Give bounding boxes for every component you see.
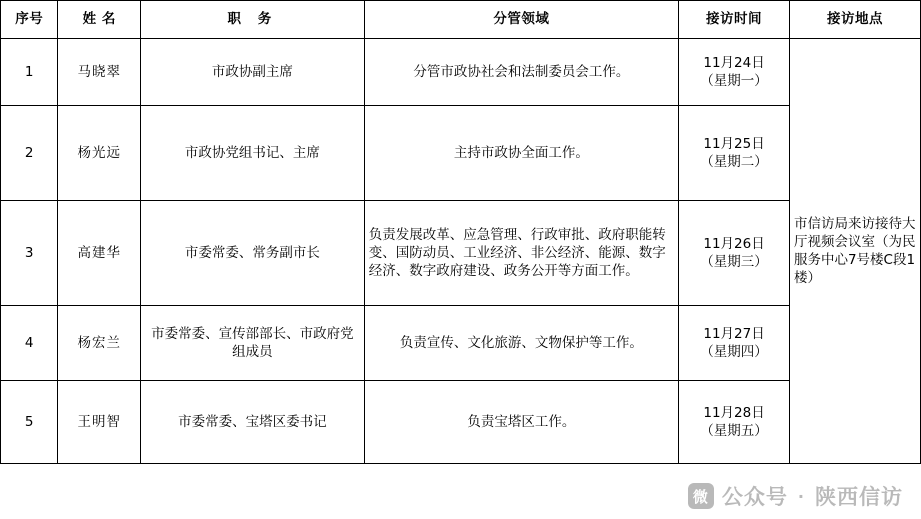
table-row xyxy=(1,106,921,201)
cell-time xyxy=(679,106,790,201)
watermark-separator: · xyxy=(797,486,805,506)
cell-duty: 市政协党组书记、主席 xyxy=(141,106,365,201)
watermark-text-left: 公众号 xyxy=(721,485,788,509)
column-header-place: 接访地点 xyxy=(789,1,920,39)
cell-field: 主持市政协全面工作。 xyxy=(364,106,678,201)
table-row xyxy=(1,381,921,464)
cell-name: 杨光远 xyxy=(58,106,141,201)
table-row xyxy=(1,39,921,106)
cell-time-weekday: （星期五） xyxy=(700,423,768,439)
cell-seq: 3 xyxy=(1,201,58,306)
cell-time-date: 11月28日 xyxy=(703,404,765,421)
wechat-icon: 微 xyxy=(688,483,714,509)
cell-seq: 1 xyxy=(1,39,58,106)
cell-time xyxy=(679,39,790,106)
cell-field: 负责发展改革、应急管理、行政审批、政府职能转变、国防动员、工业经济、非公经济、能源、数字经济、数字政府建设、政务公开等方面工作。 xyxy=(364,201,678,306)
cell-time-weekday: （星期三） xyxy=(700,254,768,270)
cell-field: 负责宝塔区工作。 xyxy=(364,381,678,464)
cell-time xyxy=(679,381,790,464)
cell-duty: 市委常委、宣传部部长、市政府党组成员 xyxy=(141,306,365,381)
column-header-seq: 序号 xyxy=(1,1,58,39)
cell-time-weekday: （星期一） xyxy=(700,73,768,89)
cell-seq: 5 xyxy=(1,381,58,464)
cell-name: 王明智 xyxy=(58,381,141,464)
cell-time-date: 11月26日 xyxy=(703,235,765,252)
cell-time-weekday: （星期二） xyxy=(700,154,768,170)
cell-time-date: 11月27日 xyxy=(703,325,765,342)
column-header-duty: 职 务 xyxy=(141,1,365,39)
cell-duty: 市委常委、常务副市长 xyxy=(141,201,365,306)
cell-field: 分管市政协社会和法制委员会工作。 xyxy=(364,39,678,106)
watermark-text-right: 陕西信访 xyxy=(815,485,903,509)
cell-duty: 市委常委、宝塔区委书记 xyxy=(141,381,365,464)
cell-time-weekday: （星期四） xyxy=(700,344,768,360)
table-header-row xyxy=(1,1,921,39)
cell-time xyxy=(679,201,790,306)
table-row xyxy=(1,201,921,306)
cell-time-date: 11月25日 xyxy=(703,135,765,152)
column-header-field: 分管领域 xyxy=(364,1,678,39)
cell-time-date: 11月24日 xyxy=(703,54,765,71)
cell-seq: 2 xyxy=(1,106,58,201)
table-row xyxy=(1,306,921,381)
cell-time xyxy=(679,306,790,381)
column-header-name: 姓 名 xyxy=(58,1,141,39)
cell-duty: 市政协副主席 xyxy=(141,39,365,106)
table-header xyxy=(1,1,921,39)
cell-field: 负责宣传、文化旅游、文物保护等工作。 xyxy=(364,306,678,381)
cell-name: 马晓翠 xyxy=(58,39,141,106)
cell-name: 杨宏兰 xyxy=(58,306,141,381)
cell-name: 高建华 xyxy=(58,201,141,306)
cell-place-merged: 市信访局来访接待大厅视频会议室（为民服务中心7号楼C段1楼） xyxy=(789,39,920,464)
column-header-time: 接访时间 xyxy=(679,1,790,39)
watermark xyxy=(688,481,903,511)
table-body xyxy=(1,39,921,464)
cell-seq: 4 xyxy=(1,306,58,381)
